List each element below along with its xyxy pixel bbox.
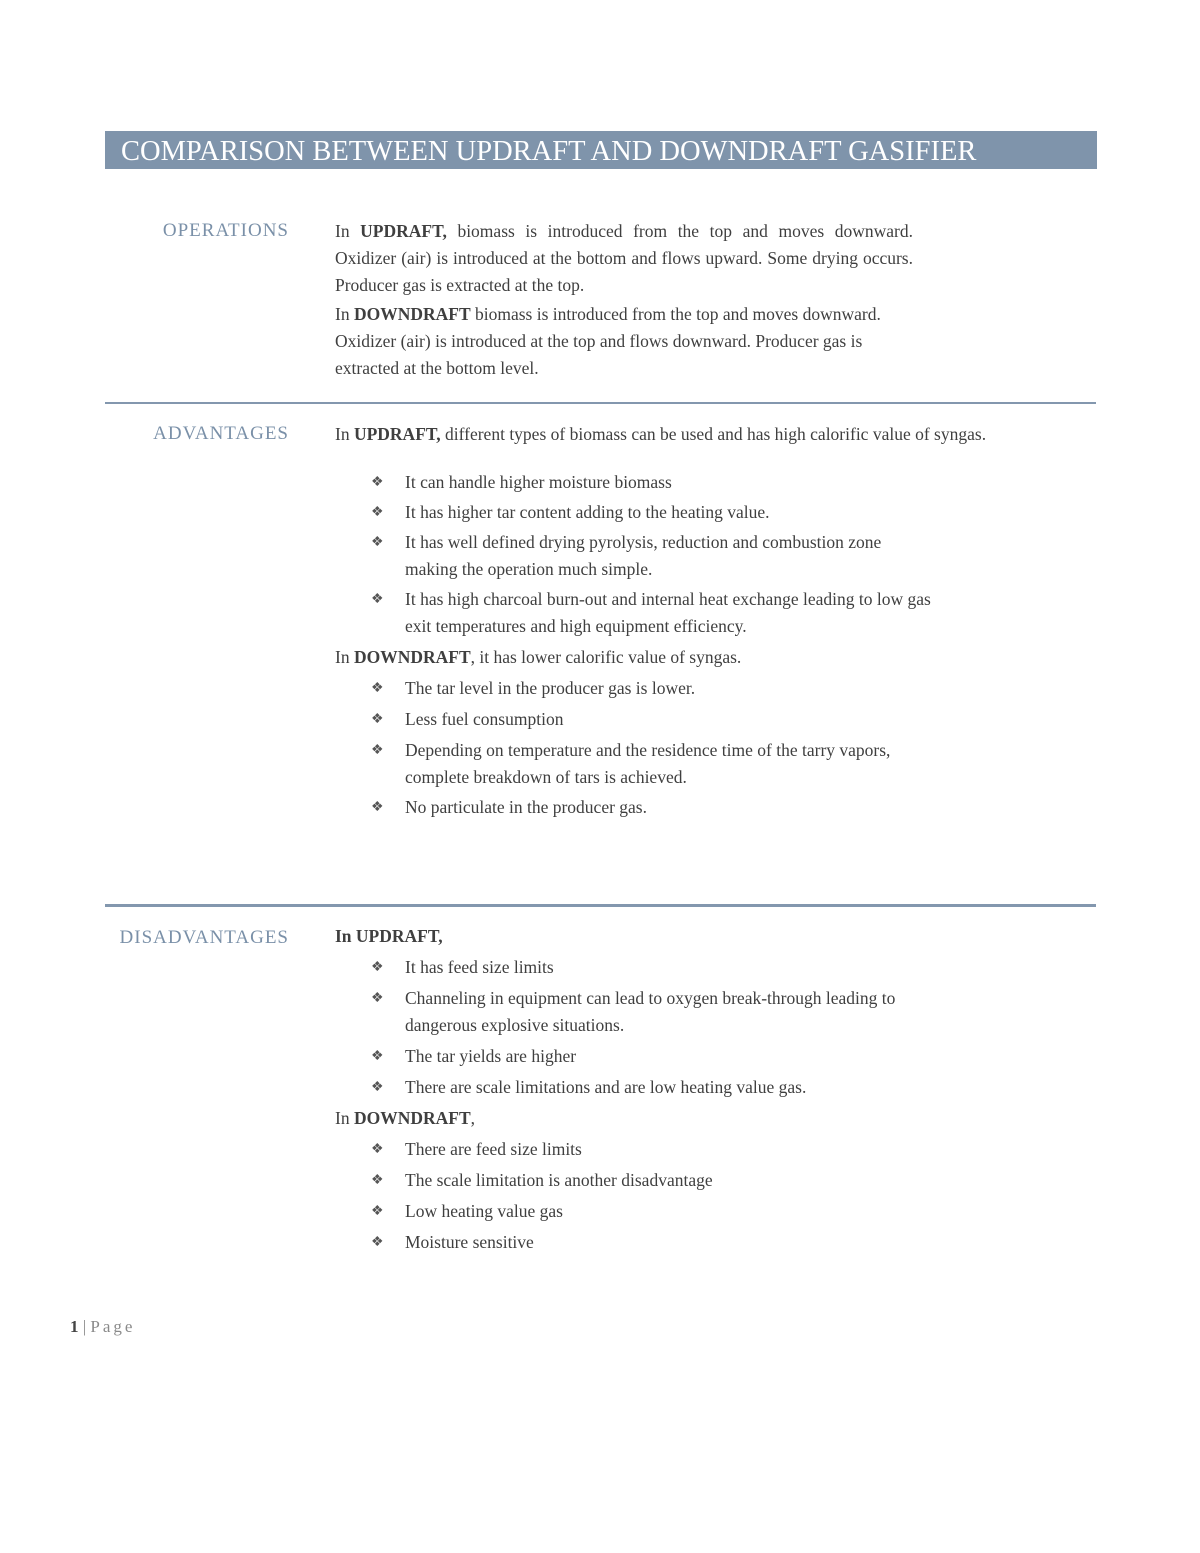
page-footer: [70, 1317, 135, 1337]
disadvantages-updraft-heading: [335, 923, 975, 950]
list-item-text: No particulate in the producer gas.: [405, 797, 647, 817]
diamond-bullet-icon: ❖: [371, 1173, 384, 1188]
disadvantages-updraft-term: In UPDRAFT,: [335, 926, 443, 946]
operations-content: [335, 218, 913, 382]
list-item: [371, 1198, 945, 1225]
operations-updraft-paragraph: [335, 218, 913, 299]
advantages-downdraft-term: DOWNDRAFT: [353, 647, 471, 667]
operations-updraft-term: UPDRAFT,: [360, 221, 447, 241]
list-item: [371, 1043, 945, 1070]
list-item: [371, 499, 935, 526]
diamond-bullet-icon: ❖: [371, 505, 384, 520]
list-item: [371, 529, 935, 583]
diamond-bullet-icon: ❖: [371, 1080, 384, 1095]
page-number: 1: [70, 1317, 79, 1336]
list-item: [371, 706, 905, 733]
advantages-updraft-list: [335, 469, 935, 640]
list-item-text: It can handle higher moisture biomass: [405, 472, 672, 492]
list-item: [371, 1229, 945, 1256]
disadvantages-content: [335, 923, 975, 1256]
operations-label: OPERATIONS: [162, 220, 289, 241]
list-item: [371, 675, 905, 702]
operations-downdraft-text: biomass is introduced from the top and moves downward. Oxidizer (air) is introduced at the top and flows downward. Producer gas is extracted at the bottom level.: [335, 304, 881, 378]
diamond-bullet-icon: ❖: [371, 960, 384, 975]
list-item-text: Less fuel consumption: [405, 709, 564, 729]
list-item-text: The tar yields are higher: [405, 1046, 577, 1066]
list-item-text: It has higher tar content adding to the heating value.: [405, 502, 770, 522]
disadvantages-downdraft-intro: [335, 1105, 975, 1132]
list-item: [371, 1136, 945, 1163]
list-item-text: It has feed size limits: [405, 957, 554, 977]
list-item-text: It has high charcoal burn-out and internal heat exchange leading to low gas exit temperatures and high equipment efficiency.: [405, 589, 931, 636]
disadvantages-downdraft-prefix: In: [335, 1108, 354, 1128]
list-item: [371, 1167, 945, 1194]
list-item: [371, 586, 935, 640]
list-item-text: The scale limitation is another disadvantage: [405, 1170, 713, 1190]
list-item-text: There are feed size limits: [405, 1139, 582, 1159]
list-item: [371, 1074, 945, 1101]
advantages-label: ADVANTAGES: [153, 423, 289, 444]
operations-updraft-text: biomass is introduced from the top and moves downward. Oxidizer (air) is introduced at the bottom and flows upward. Some drying occurs. Producer gas is extracted at the top.: [335, 221, 913, 295]
list-item-text: There are scale limitations and are low heating value gas.: [405, 1077, 807, 1097]
list-item: [371, 954, 945, 981]
advantages-content: [335, 421, 1075, 821]
diamond-bullet-icon: ❖: [371, 1235, 384, 1250]
diamond-bullet-icon: ❖: [371, 712, 384, 727]
operations-downdraft-paragraph: [335, 301, 913, 382]
advantages-downdraft-intro: [335, 644, 1075, 671]
advantages-updraft-intro: [335, 421, 1075, 448]
section-divider: [105, 402, 1096, 404]
advantages-updraft-text: different types of biomass can be used and has high calorific value of syngas.: [440, 424, 987, 444]
list-item: [371, 737, 905, 791]
list-item: [371, 985, 945, 1039]
diamond-bullet-icon: ❖: [371, 475, 384, 490]
footer-separator: |: [78, 1317, 91, 1336]
diamond-bullet-icon: ❖: [371, 1049, 384, 1064]
advantages-updraft-prefix: In: [335, 424, 354, 444]
list-item-text: Low heating value gas: [405, 1201, 563, 1221]
page-label: Page: [90, 1317, 136, 1336]
page-title: COMPARISON BETWEEN UPDRAFT AND DOWNDRAFT GASIFIER: [105, 131, 1097, 169]
operations-downdraft-prefix: In: [335, 304, 354, 324]
list-item-text: The tar level in the producer gas is lower.: [405, 678, 696, 698]
diamond-bullet-icon: ❖: [371, 800, 384, 815]
diamond-bullet-icon: ❖: [371, 535, 384, 550]
list-item-text: Depending on temperature and the residence time of the tarry vapors, complete breakdown of tars is achieved.: [405, 740, 891, 787]
list-item-text: It has well defined drying pyrolysis, reduction and combustion zone making the operation much simple.: [405, 532, 882, 579]
advantages-downdraft-text: , it has lower calorific value of syngas.: [470, 647, 742, 667]
disadvantages-updraft-list: [335, 954, 945, 1101]
disadvantages-downdraft-term: DOWNDRAFT: [353, 1108, 471, 1128]
diamond-bullet-icon: ❖: [371, 592, 384, 607]
list-item: [371, 794, 905, 821]
disadvantages-label: DISADVANTAGES: [119, 927, 289, 948]
diamond-bullet-icon: ❖: [371, 681, 384, 696]
operations-downdraft-term: DOWNDRAFT: [353, 304, 471, 324]
diamond-bullet-icon: ❖: [371, 1142, 384, 1157]
list-item: [371, 469, 935, 496]
advantages-downdraft-prefix: In: [335, 647, 354, 667]
list-item-text: Moisture sensitive: [405, 1232, 534, 1252]
advantages-downdraft-list: [335, 675, 905, 821]
diamond-bullet-icon: ❖: [371, 991, 384, 1006]
section-divider: [105, 904, 1096, 907]
list-item-text: Channeling in equipment can lead to oxygen break-through leading to dangerous explosive situations.: [405, 988, 896, 1035]
disadvantages-downdraft-list: [335, 1136, 945, 1256]
diamond-bullet-icon: ❖: [371, 743, 384, 758]
disadvantages-downdraft-text: ,: [470, 1108, 475, 1128]
advantages-updraft-term: UPDRAFT,: [353, 424, 441, 444]
operations-updraft-prefix: In: [335, 221, 361, 241]
diamond-bullet-icon: ❖: [371, 1204, 384, 1219]
